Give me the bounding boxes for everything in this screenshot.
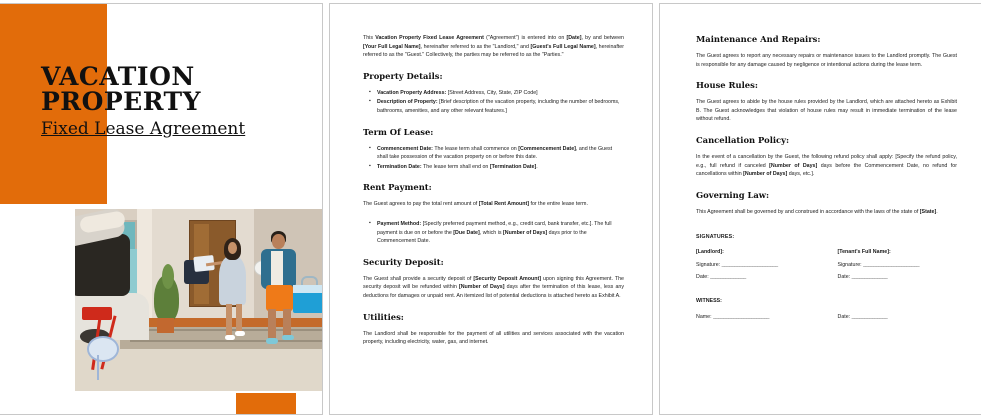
landlord-signature-rule: ______________________ bbox=[721, 262, 778, 269]
paragraph-governing-law: This Agreement shall be governed by and construed in accordance with the laws of the state of [State]. bbox=[696, 208, 938, 215]
heading-utilities: Utilities: bbox=[363, 311, 404, 322]
landlord-signature-line[interactable] bbox=[696, 262, 816, 268]
landlord-date-label: Date: bbox=[696, 274, 709, 281]
list-item: ▪ Payment Method: [Specify preferred payment method, e.g., credit card, bank transfer, etc.]. The full payment is due on or before the [Due Date], which is [Number of Days] days prior to the Commencement Date. bbox=[377, 220, 624, 246]
tenant-label: [Tenant's Full Name]: bbox=[837, 249, 891, 256]
paragraph-house-rules: The Guest agrees to abide by the house rules provided by the Landlord, which are attached hereto as Exhibit B. The Guest acknowledges that violation of house rules may result in immediate termination of the lease without refund. bbox=[696, 99, 957, 123]
witness-name-rule: ______________________ bbox=[713, 314, 770, 321]
heading-property-details: Property Details: bbox=[363, 70, 443, 81]
heading-term-of-lease: Term Of Lease: bbox=[363, 126, 434, 137]
heading-maintenance-and-repairs: Maintenance And Repairs: bbox=[696, 34, 821, 44]
witness-title: WITNESS: bbox=[696, 298, 722, 305]
paragraph-maintenance-and-repairs: The Guest agrees to report any necessary repairs or maintenance issues to the Landlord promptly. The Guest is responsible for any damage caused by negligence or intentional actions during the lease term. bbox=[696, 53, 957, 68]
landlord-date-line[interactable] bbox=[696, 274, 816, 280]
page-2-content bbox=[363, 34, 624, 358]
signatures-grid bbox=[696, 249, 957, 286]
tenant-signature-line[interactable] bbox=[838, 262, 958, 268]
heading-rent-payment: Rent Payment: bbox=[363, 182, 432, 193]
witness-name-label: Name: bbox=[696, 314, 712, 321]
intro-paragraph: This Vacation Property Fixed Lease Agreement ("Agreement") is entered into on [Date], by and between [Your Full Legal Name], hereinafter referred to as the "Landlord," and [Guest's Full Legal Name], hereinafter referred to as the "Guest." Collectively, the parties may be referred to as the "Parties." bbox=[363, 35, 624, 59]
list-item: ▪ Commencement Date: The lease term shall commence on [Commencement Date], and the Guest shall take possession of the vacation property on or before this date. bbox=[377, 145, 624, 162]
paragraph-utilities: The Landlord shall be responsible for the payment of all utilities and services associated with the vacation property, including electricity, water, gas, and internet. bbox=[363, 330, 624, 346]
cover-title-line-1: VACATION bbox=[41, 62, 195, 91]
signature-column-tenant bbox=[838, 249, 958, 286]
paragraph-security-deposit: The Guest shall provide a security deposit of [Security Deposit Amount] upon signing this Agreement. The security deposit will be refunded within [Number of Days] days after the termination of this lease, less any deductions for damages or unpaid rent. An itemized list of potential deductions is attached hereto as Exhibit A. bbox=[363, 275, 624, 299]
witness-column-date bbox=[838, 314, 958, 326]
tenant-date-rule: ______________ bbox=[851, 274, 888, 281]
tenant-date-label: Date: bbox=[837, 274, 851, 281]
document-page-1-cover bbox=[0, 3, 323, 415]
cover-photo bbox=[75, 209, 323, 391]
paragraph-rent-payment: The Guest agrees to pay the total rent amount of [Total Rent Amount] for the entire lease term. bbox=[363, 201, 588, 208]
document-page-3 bbox=[659, 3, 981, 415]
tenant-date-line[interactable] bbox=[838, 274, 958, 280]
heading-governing-law: Governing Law: bbox=[696, 189, 770, 200]
list-item: ▪ Description of Property: [Brief description of the vacation property, including the number of bedrooms, bathrooms, amenities, and any other relevant features.] bbox=[377, 98, 624, 115]
signature-column-landlord bbox=[696, 249, 816, 286]
document-page-2 bbox=[329, 3, 653, 415]
signatures-title: SIGNATURES: bbox=[696, 234, 735, 241]
cover-subtitle: Fixed Lease Agreement bbox=[41, 119, 246, 139]
tenant-signature-label: Signature: bbox=[837, 262, 862, 269]
witness-date-label: Date: bbox=[837, 314, 851, 321]
cover-title-group bbox=[41, 64, 303, 141]
witness-name-line[interactable] bbox=[696, 314, 816, 320]
landlord-signature-label: Signature: bbox=[696, 262, 721, 269]
list-item: ▪ Termination Date: The lease term shall end on [Termination Date]. bbox=[377, 163, 624, 172]
witness-column-name bbox=[696, 314, 816, 326]
list-property-details bbox=[363, 89, 624, 116]
witness-date-rule: ______________ bbox=[851, 314, 888, 321]
tenant-signature-rule: ______________________ bbox=[863, 262, 920, 269]
heading-house-rules: House Rules: bbox=[696, 80, 758, 91]
list-rent-payment bbox=[363, 220, 624, 246]
landlord-label: [Landlord]: bbox=[696, 249, 724, 256]
heading-security-deposit: Security Deposit: bbox=[363, 256, 444, 267]
landlord-date-rule: ______________ bbox=[710, 274, 746, 281]
list-term-of-lease bbox=[363, 145, 624, 172]
cover-accent-square bbox=[236, 393, 296, 415]
page-3-content bbox=[696, 34, 957, 326]
list-item: ▪ Vacation Property Address: [Street Address, City, State, ZIP Code] bbox=[377, 89, 624, 98]
witness-date-line[interactable] bbox=[838, 314, 958, 320]
paragraph-cancellation-policy: In the event of a cancellation by the Guest, the following refund policy shall apply: [Specify the refund policy, e.g., full refund if canceled [Number of Days] days before the Commencement Date, no refund for cancellations within [Number of Days] days, etc.]. bbox=[696, 153, 957, 178]
heading-cancellation-policy: Cancellation Policy: bbox=[696, 134, 790, 145]
cover-title-line-2: PROPERTY bbox=[41, 87, 201, 116]
witness-grid bbox=[696, 314, 957, 326]
